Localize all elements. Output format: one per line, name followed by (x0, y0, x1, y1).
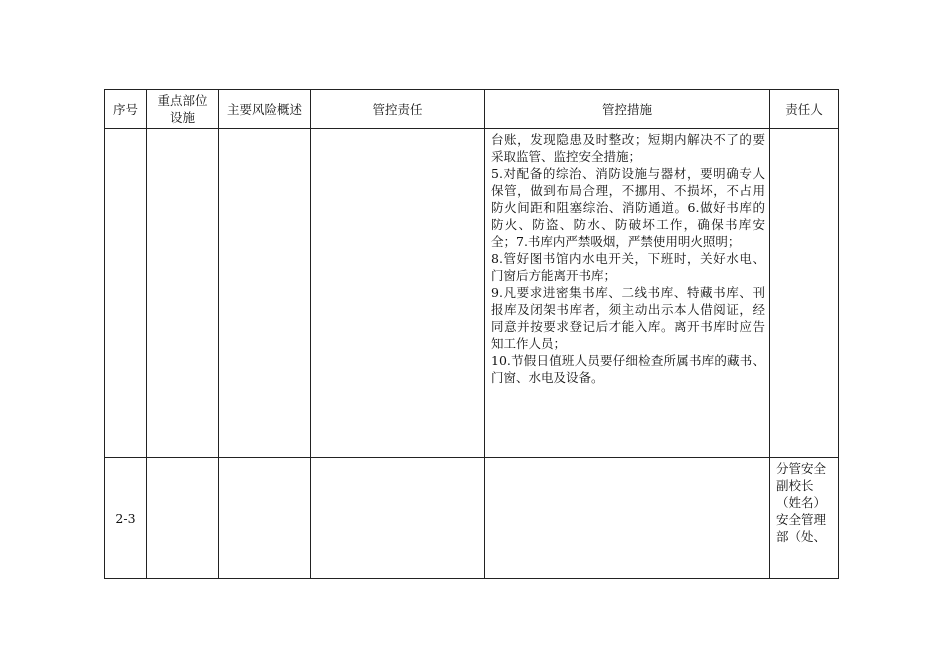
header-key-facility-line2: 设施 (169, 110, 195, 125)
measure-paragraph: 8.管好图书馆内水电开关，下班时，关好水电、门窗后方能离开书库； (491, 251, 765, 283)
cell-person (770, 458, 839, 579)
header-responsibility: 管控责任 (311, 90, 485, 129)
header-row (105, 90, 839, 129)
header-person: 责任人 (770, 90, 839, 129)
cell-seq (105, 129, 147, 458)
cell-seq: 2-3 (105, 458, 147, 579)
header-seq: 序号 (105, 90, 147, 129)
cell-risk (219, 129, 311, 458)
risk-control-table (104, 89, 839, 579)
header-risk: 主要风险概述 (219, 90, 311, 129)
header-measures: 管控措施 (485, 90, 770, 129)
cell-key-facility (147, 129, 219, 458)
table-row (105, 458, 839, 579)
measure-paragraph: 9.凡要求进密集书库、二线书库、特藏书库、刊报库及闭架书库者，须主动出示本人借阅证，经同意并按要求登记后才能入库。离开书库时应告知工作人员； (491, 285, 765, 351)
cell-key-facility (147, 458, 219, 579)
measure-paragraph: 台账，发现隐患及时整改；短期内解决不了的要采取监管、监控安全措施； (491, 132, 765, 164)
cell-responsibility (311, 129, 485, 458)
cell-measures (485, 129, 770, 458)
cell-responsibility (311, 458, 485, 579)
person-line: 安全管理部（处、 (776, 512, 827, 544)
table-row (105, 129, 839, 458)
cell-measures (485, 458, 770, 579)
header-key-facility-line1: 重点部位 (157, 93, 208, 108)
header-key-facility (147, 90, 219, 129)
measure-paragraph: 10.节假日值班人员要仔细检查所属书库的藏书、门窗、水电及设备。 (491, 353, 765, 385)
cell-person (770, 129, 839, 458)
measure-paragraph: 5.对配备的综治、消防设施与器材，要明确专人保管，做到布局合理，不挪用、不损坏，不占用防火间距和阻塞综治、消防通道。6.做好书库的防火、防盗、防水、防破坏工作，确保书库安全；7.书库内严禁吸烟，严禁使用明火照明； (491, 166, 765, 249)
person-line: 分管安全副校长（姓名） (776, 461, 827, 510)
cell-risk (219, 458, 311, 579)
